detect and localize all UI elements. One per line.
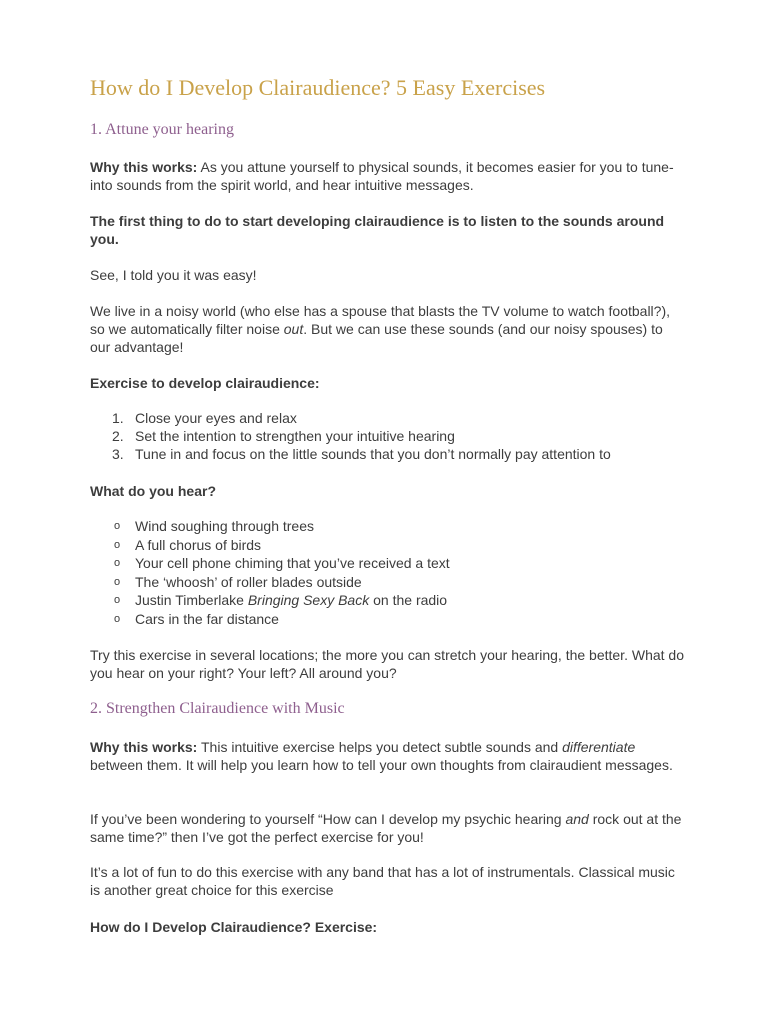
sound-text-b: on the radio [369, 592, 448, 608]
why-works-label: Why this works: [90, 159, 198, 175]
list-item [90, 536, 690, 555]
wondering-paragraph [90, 810, 685, 846]
step-text: Set the intention to strengthen your intuitive hearing [135, 428, 455, 444]
sound-text: Your cell phone chiming that you’ve received a text [135, 555, 450, 571]
why-works-text-b: between them. It will help you learn how to tell your own thoughts from clairaudient messages. [90, 757, 673, 773]
sound-text: A full chorus of birds [135, 536, 262, 553]
step-number: 3. [112, 446, 124, 462]
step-number: 1. [112, 410, 124, 426]
exercise-label: How do I Develop Clairaudience? Exercise: [90, 919, 378, 935]
why-works-text: As you attune yourself to physical sounds, it becomes easier for you to tune-into sounds from the spirit world, and hear intuitive messages. [90, 159, 674, 193]
song-title: Bringing Sexy Back [247, 592, 370, 608]
easy-paragraph: See, I told you it was easy! [90, 267, 257, 283]
wondering-text-b: rock out at the same time?” then I’ve got the perfect exercise for you! [90, 811, 682, 845]
list-item [90, 554, 690, 573]
what-hear-label: What do you hear? [90, 483, 216, 499]
bullet-icon: o [114, 538, 121, 551]
section-heading-attune: 1. Attune your hearing [90, 121, 234, 138]
bullet-icon: o [114, 594, 121, 606]
step-text: Tune in and focus on the little sounds that you don’t normally pay attention to [135, 446, 611, 462]
noisy-text-b: . But we can use these sounds (and our noisy spouses) to our advantage! [90, 321, 663, 355]
bullet-icon: o [114, 575, 121, 588]
fun-paragraph: It’s a lot of fun to do this exercise with any band that has a lot of instrumentals. Classical music is another great choice for this exercise [90, 864, 675, 898]
first-thing-paragraph [90, 212, 685, 248]
exercise-steps-list [90, 409, 690, 463]
why-works-text-a: This intuitive exercise helps you detect subtle sounds and [197, 739, 563, 755]
step-text: Close your eyes and relax [135, 410, 297, 426]
noisy-text-emphasis: out [283, 321, 304, 337]
sound-text: The ‘whoosh’ of roller blades outside [135, 573, 362, 590]
noisy-world-paragraph [90, 302, 685, 356]
wondering-emphasis: and [565, 811, 589, 827]
list-item [90, 427, 690, 445]
page-title: How do I Develop Clairaudience? 5 Easy Exercises [90, 75, 546, 100]
list-item [90, 445, 690, 463]
step-number: 2. [112, 428, 124, 444]
first-thing-text: The first thing to do to start developing clairaudience is to listen to the sounds around you. [90, 213, 665, 247]
why-works-paragraph-1 [90, 158, 685, 194]
exercise-label-paragraph-2 [90, 918, 685, 936]
why-works-label: Why this works: [90, 739, 198, 755]
list-item [90, 573, 690, 592]
exercise-label: Exercise to develop clairaudience: [90, 375, 320, 391]
list-item [90, 409, 690, 427]
wondering-text-a: If you’ve been wondering to yourself “How can I develop my psychic hearing [90, 811, 566, 827]
sound-text: Wind soughing through trees [135, 518, 314, 534]
bullet-icon: o [114, 520, 121, 532]
what-hear-paragraph [90, 482, 685, 500]
exercise-label-paragraph [90, 374, 685, 392]
bullet-icon: o [114, 612, 121, 625]
sound-text-a: Justin Timberlake [135, 592, 248, 608]
try-exercise-paragraph: Try this exercise in several locations; the more you can stretch your hearing, the better. What do you hear on your right? Your left? All around you? [90, 647, 684, 681]
list-item [90, 591, 690, 610]
sounds-list [90, 517, 690, 628]
noisy-text-a: We live in a noisy world (who else has a spouse that blasts the TV volume to watch football?), so we automatically filter noise [90, 303, 671, 337]
why-works-paragraph-2 [90, 738, 685, 774]
bullet-icon: o [114, 557, 121, 569]
list-item [90, 517, 690, 536]
why-works-emphasis: differentiate [562, 739, 636, 755]
section-heading-music: 2. Strengthen Clairaudience with Music [90, 700, 345, 717]
list-item [90, 610, 690, 629]
sound-text: Cars in the far distance [135, 610, 279, 627]
